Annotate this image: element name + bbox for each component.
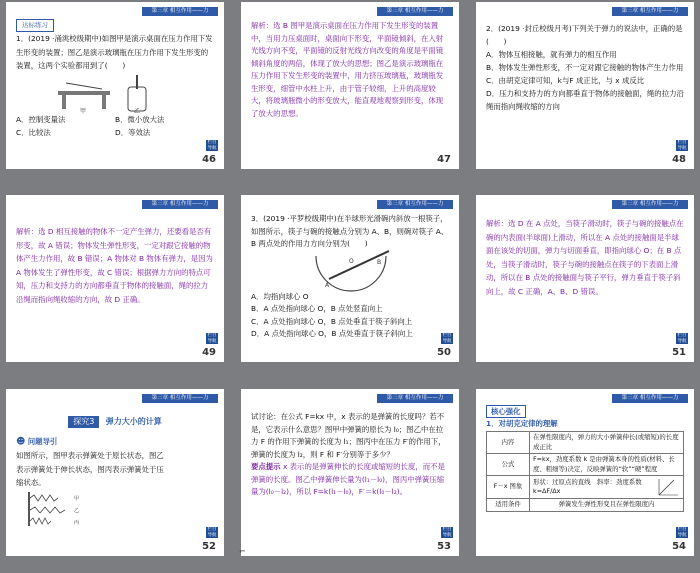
option-b[interactable]: B．物体发生弹性形变，不一定对跟它接触的物体产生力作用 [486,63,684,72]
row-key: F－x 图象 [487,476,530,499]
chapter-header: 第三章 相互作用——力 [142,200,218,209]
solution-text: 解析：选 D 在 A 点处，当筷子滑动时，筷子与碗的接触点在碗的内表面(半球面)上滑动，所以在 A 点处的接触面是半球面在该处的切面，弹力与切面垂直，即指向球心 O；在 B 点处，当筷子滑动时，筷子与碗的接触点在筷子的下表面上滑动，所以在 B 点处的接触面与筷子平行，弹力垂直于筷子斜向上，故 C 正确，A、B、D 错误。 [486,219,684,296]
row-key: 内容 [487,432,530,454]
figure-label-yi: 乙 [74,507,80,514]
chapter-header: 第三章 相互作用——力 [377,200,453,209]
slide-53[interactable] [241,389,459,556]
slide-number: 48 [672,154,686,165]
option-a[interactable]: A．控制变量法 [16,114,66,124]
nav-glyph[interactable]: ⌐ [239,547,246,556]
option-d[interactable]: D．等效法 [115,128,151,137]
table-row [487,454,684,476]
option-d[interactable]: D．压力和支持力的方向都垂直于物体的接触面，绳的拉力沿绳而指向绳收缩的方向 [486,89,684,111]
core-tag: 核心强化 [486,405,526,418]
row-key: 适用条件 [487,499,530,512]
option-d[interactable]: D．A 点处指向球心 O，B 点处垂直于筷子斜向上 [251,329,413,338]
row-value-cell [530,476,684,499]
solution-text: 解析：选 B 图甲是演示桌面在压力作用下发生形变的装置中，当用力压桌面时，桌面向下形变，平面镜倾斜，在入射光线方向不变，平面镜的反射光线方向改变的角度是平面镜倾斜角度的两倍，体现了放大的思想；图乙是演示玻璃瓶在压力作用下发生形变的装置中，用力挤压玻璃瓶，玻璃瓶发生形变，细管中水柱上升，由于管子较细，上升的高度较大，将玻璃瓶微小的形变放大，能直观地观察到形变，体现了放大的思想。 [251,21,444,118]
back-nav-button[interactable]: 栏目导航 [677,140,687,151]
slide-54[interactable] [476,389,694,556]
slide-52[interactable] [6,389,224,556]
table-heading: 1．对胡克定律的理解 [486,419,558,428]
chapter-header: 第三章 相互作用——力 [142,7,218,16]
answer-options [16,113,214,140]
center-o-label: O [349,257,354,265]
figure-label-jia: 甲 [74,495,80,502]
question-text: 2．(2019 ·封丘校级月考)下列关于弹力的说法中，正确的是( ) [486,24,683,46]
table-row [487,476,684,499]
hint-label: 要点提示 [251,462,281,471]
chapter-header: 第三章 相互作用——力 [377,394,453,403]
section-tag: 探究3 [68,416,99,428]
slide-48[interactable] [476,2,694,169]
option-c[interactable]: C．由胡克定律可知，k与F 成正比，与 x 成反比 [486,76,645,85]
slide-49[interactable] [6,195,224,362]
question-text: 3．(2019 ·平罗校级期中)在半球形光滑碗内斜放一根筷子，如图所示，筷子与碗的接触点分别为 A、B，则碗对筷子 A、B 两点处的作用力方向分别为( ) [251,214,449,248]
row-value: 在弹性限度内，弹力的大小弹簧伸长(或缩短)的长度成正比 [530,432,684,454]
slide-47[interactable] [241,2,459,169]
option-c[interactable]: C．A 点处指向球心 O，B 点处垂直于筷子斜向上 [251,316,413,326]
figure-label-jia: 甲 [80,107,87,115]
guide-icon: ☻ [16,436,26,447]
question-text: 1．(2019 ·涌洮校级期中)如图甲是演示桌面在压力作用下发生形变的装置；图乙是演示玻璃瓶在压力作用下发生形变的装置，这两个实验都用到了( ) [16,34,213,70]
fx-graph-icon [656,477,680,497]
slide-number: 49 [202,347,216,358]
back-nav-button[interactable]: 栏目导航 [207,140,217,151]
figure-label-yi: 乙 [134,107,141,115]
row-value: 弹簧发生弹性形变且在弹性限度内 [530,499,684,512]
slide-number: 54 [672,541,686,552]
chapter-header: 第三章 相互作用——力 [612,394,688,403]
back-nav-button[interactable]: 栏目导航 [442,527,452,538]
discussion-text: 试讨论：在公式 F=kx 中，x 表示的是弹簧的长度吗？若不是，它表示什么意思？图甲中弹簧的原长为 l₀；图乙中在拉力 F 的作用下弹簧的长度为 l₁；图丙中在压力 F′的作用下，弹簧的长度为 l₂，则 F 和 F′分别等于多少？ [251,412,446,459]
row-value: 形状：过原点的直线 斜率：劲度系数 k=ΔF/Δx [533,477,642,495]
option-b[interactable]: B．A 点处指向球心 O，B 点处竖直向上 [251,304,383,313]
figure-label-bing: 丙 [74,519,80,526]
slide-number: 46 [202,154,216,165]
option-a[interactable]: A．均指向球心 O [251,291,309,301]
slide-number: 51 [672,347,686,358]
guide-text: 如图所示，图甲表示弹簧处于原长状态，图乙表示弹簧处于伸长状态，图丙表示弹簧处于压缩状态。 [16,451,164,487]
chapter-header: 第三章 相互作用——力 [377,7,453,16]
table-row [487,432,684,454]
option-a[interactable]: A．物体互相接触，就有弹力的相互作用 [486,50,617,59]
slide-46[interactable] [6,2,224,169]
slide-number: 50 [437,347,451,358]
hint-block [251,461,449,499]
slide-number: 52 [202,541,216,552]
row-value: F=kx，劲度系数 k 是由弹簧本身的性质(材料、长度、粗细等)决定，反映弹簧的“软”“硬”程度 [530,454,684,476]
chapter-header: 第三章 相互作用——力 [612,200,688,209]
back-nav-button[interactable]: 栏目导航 [207,333,217,344]
option-b[interactable]: B．微小放大法 [115,114,165,124]
slide-number: 53 [437,541,451,552]
solution-text: 解析：选 D 相互接触的物体不一定产生弹力，还要看是否有形变，故 A 错误；物体发生弹性形变，一定对跟它接触的物体产生力作用，故 B 错误；A 物体对 B 物体有弹力，是因为 A 物体发生了弹性形变，故 C 错误；根据弹力方向的特点可知，压力和支持力的方向都垂直于物体的接触面，绳的拉力沿绳而指向绳收缩的方向，故 D 正确。 [16,227,213,304]
point-a-label: A [325,281,330,289]
point-b-label: B [377,258,382,266]
practice-tag: 达标练习 [16,19,54,32]
slide-51[interactable] [476,195,694,362]
slide-number: 47 [437,154,451,165]
spring-figure [26,490,86,528]
hooke-law-table [486,431,684,512]
back-nav-button[interactable]: 栏目导航 [207,527,217,538]
chapter-header: 第三章 相互作用——力 [142,394,218,403]
table-row [487,499,684,512]
back-nav-button[interactable]: 栏目导航 [442,333,452,344]
back-nav-button[interactable]: 栏目导航 [677,527,687,538]
slide-50[interactable] [241,195,459,362]
guide-label: 问题导引 [27,436,58,446]
back-nav-button[interactable]: 栏目导航 [677,333,687,344]
option-c[interactable]: C．比较法 [16,128,51,137]
row-key: 公式 [487,454,530,476]
chapter-header: 第三章 相互作用——力 [612,7,688,16]
section-title: 弹力大小的计算 [105,417,162,426]
bowl-chopstick-figure [311,251,391,291]
hint-text: x 表示的是弹簧伸长的长度或缩短的长度，而不是弹簧的长度。图乙中弹簧伸长量为(l₁－l₀)，图丙中弹簧压缩量为(l₀－l₂)，所以 F=k(l₁－l₀)，F′＝k(l₀－l₂)。 [251,462,445,496]
experiment-figure [56,73,166,113]
